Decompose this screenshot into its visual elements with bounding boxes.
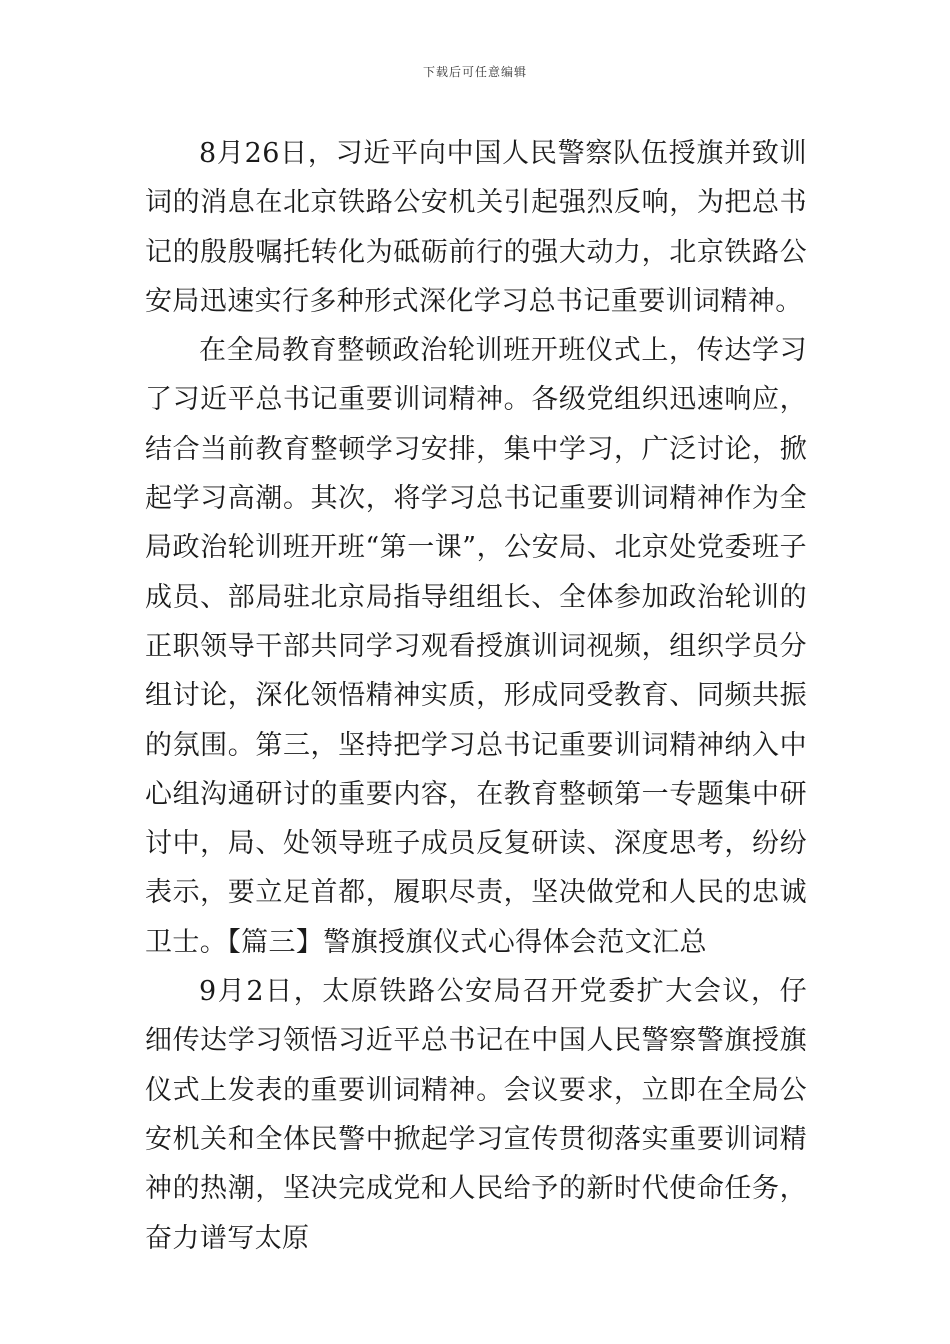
paragraph-2: 在全局教育整顿政治轮训班开班仪式上，传达学习了习近平总书记重要训词精神。各级党组织迅速响应，结合当前教育整顿学习安排，集中学习，广泛讨论，掀起学习高潮。其次，将学习总书记重要训词精神作为全局政治轮训班开班“第一课”，公安局、北京处党委班子成员、部局驻北京局指导组组长、全体参加政治轮训的正职领导干部共同学习观看授旗训词视频，组织学员分组讨论，深化领悟精神实质，形成同受教育、同频共振的氛围。第三，坚持把学习总书记重要训词精神纳入中心组沟通研讨的重要内容，在教育整顿第一专题集中研讨中，局、处领导班子成员反复研读、深度思考，纷纷表示，要立足首都，履职尽责，坚决做党和人民的忠诚卫士。【篇三】警旗授旗仪式心得体会范文汇总 — [145, 335, 807, 958]
paragraph-3: 9月2日，太原铁路公安局召开党委扩大会议，仔细传达学习领悟习近平总书记在中国人民警察警旗授旗仪式上发表的重要训词精神。会议要求，立即在全局公安机关和全体民警中掀起学习宣传贯彻落实重要训词精神的热潮，坚决完成党和人民给予的新时代使命任务，奋力谱写太原 — [145, 976, 807, 1254]
page-header: 下载后可任意编辑 — [422, 65, 527, 79]
paragraph-1: 8月26日，习近平向中国人民警察队伍授旗并致训词的消息在北京铁路公安机关引起强烈反响，为把总书记的殷殷嘱托转化为砥砺前行的强大动力，北京铁路公安局迅速实行多种形式深化学习总书记重要训词精神。 — [145, 138, 807, 317]
document-body — [145, 129, 807, 1263]
